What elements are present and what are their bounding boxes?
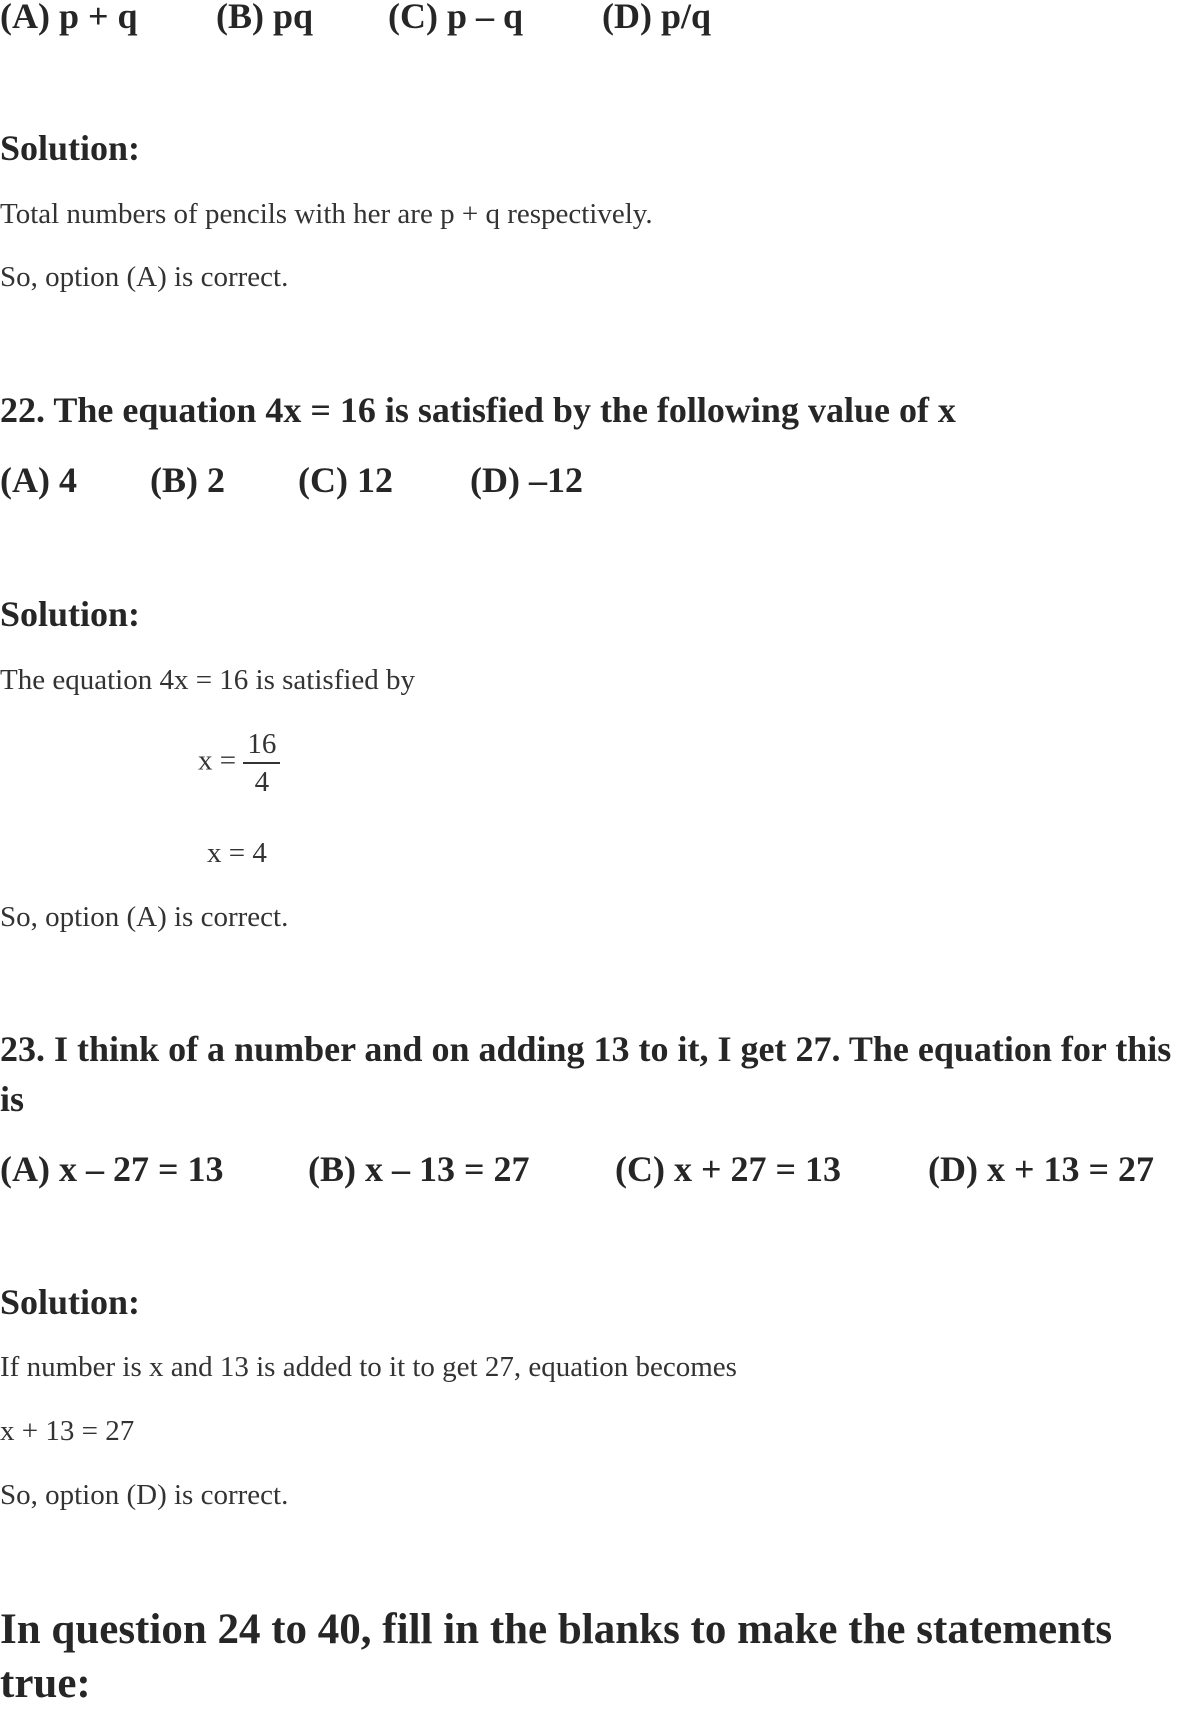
q22-solution-heading: Solution: bbox=[0, 594, 141, 634]
q23-solution-line-1: If number is x and 13 is added to it to get 27, equation becomes bbox=[0, 1351, 737, 1383]
q22-result: x = 4 bbox=[207, 837, 267, 869]
q21-options bbox=[0, 0, 1190, 36]
q23-option-b: (B) x – 13 = 27 bbox=[308, 1149, 530, 1189]
q23-solution-line-2: x + 13 = 27 bbox=[0, 1415, 135, 1447]
q21-solution-heading: Solution: bbox=[0, 128, 141, 168]
q21-option-c: (C) p – q bbox=[388, 0, 524, 36]
q22-options bbox=[0, 460, 1190, 500]
q21-option-b: (B) pq bbox=[216, 0, 314, 36]
q22-option-d: (D) –12 bbox=[470, 460, 583, 500]
q21-solution-line-2: So, option (A) is correct. bbox=[0, 261, 289, 293]
q21-solution-line-1: Total numbers of pencils with her are p + q respectively. bbox=[0, 198, 653, 230]
q22-fraction bbox=[243, 728, 280, 798]
q23-option-d: (D) x + 13 = 27 bbox=[928, 1149, 1155, 1189]
q21-option-a: (A) p + q bbox=[0, 0, 138, 36]
q22-solution-intro: The equation 4x = 16 is satisfied by bbox=[0, 664, 416, 696]
q22-option-a: (A) 4 bbox=[0, 460, 77, 500]
q23-option-c: (C) x + 27 = 13 bbox=[615, 1149, 842, 1189]
q23-solution-line-3: So, option (D) is correct. bbox=[0, 1479, 289, 1511]
q22-option-b: (B) 2 bbox=[150, 460, 225, 500]
q22-question: 22. The equation 4x = 16 is satisfied by the following value of x bbox=[0, 390, 956, 430]
q21-option-d: (D) p/q bbox=[602, 0, 712, 36]
q23-option-a: (A) x – 27 = 13 bbox=[0, 1149, 224, 1189]
q23-solution-heading: Solution: bbox=[0, 1282, 141, 1322]
q22-conclusion: So, option (A) is correct. bbox=[0, 901, 289, 933]
q23-options bbox=[0, 1149, 1190, 1189]
q22-fraction-denominator: 4 bbox=[254, 766, 270, 798]
q23-question: 23. I think of a number and on adding 13 to it, I get 27. The equation for this is bbox=[0, 1029, 1172, 1119]
section-heading: In question 24 to 40, fill in the blanks to make the statements true: bbox=[0, 1606, 1113, 1707]
q22-fraction-lhs: x = bbox=[198, 744, 237, 777]
q22-fraction-numerator: 16 bbox=[243, 728, 280, 764]
q22-fraction-equation bbox=[198, 728, 280, 798]
q22-option-c: (C) 12 bbox=[298, 460, 393, 500]
